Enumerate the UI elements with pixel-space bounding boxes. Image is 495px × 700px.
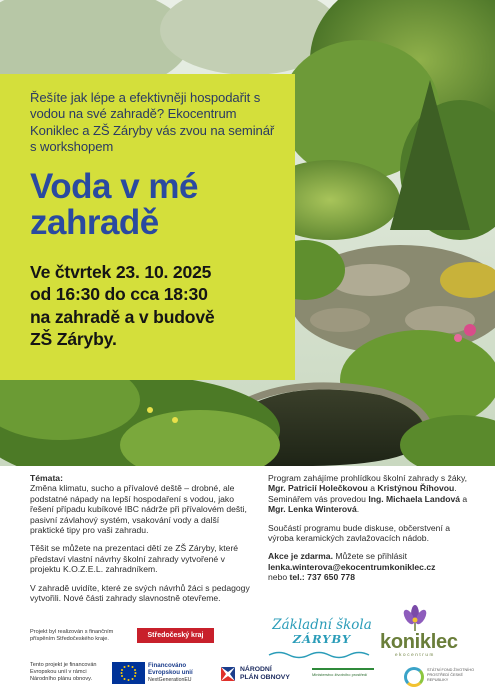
- phone-prefix: nebo: [268, 572, 290, 583]
- sfzp-logo-icon: [404, 667, 424, 687]
- title-line-2: zahradě: [30, 202, 159, 242]
- npo-logo-icon: [218, 664, 238, 684]
- period: .: [356, 504, 360, 515]
- npo-funding-note: Tento projekt je financován Evropskou unií v rámci Národního plánu obnovy.: [30, 662, 97, 682]
- mzp-logo-text: Ministerstvo životního prostředí: [312, 672, 368, 677]
- topics-heading: Témata:: [30, 473, 63, 483]
- regional-funding-note: Projekt byl realizován s finančním příspěním Středočeského kraje.: [30, 629, 114, 642]
- guide-name-1: Mgr. Patricií Holečkovou: [268, 483, 368, 494]
- koniklec-logo: [380, 604, 458, 658]
- event-title: [30, 166, 281, 242]
- eu-funding-logo-text: [148, 662, 193, 684]
- intro-text: Řešíte jak lépe a efektivněji hospodařit s vodou na své zahradě? Ekocentrum Koniklec a ZŠ Záryby vás zvou na seminář s workshopem: [30, 90, 275, 155]
- conjunction-1: a: [367, 483, 378, 494]
- wave-icon: [267, 650, 377, 660]
- date-line: Ve čtvrtek 23. 10. 2025: [30, 261, 212, 282]
- lecturer-name-2: Mgr. Lenka Winterová: [268, 504, 357, 515]
- zs-logo-line-1: Základní škola: [272, 617, 372, 633]
- eu-line-2: Evropskou unií: [148, 669, 193, 677]
- time-line: od 16:30 do cca 18:30: [30, 284, 208, 305]
- registration-note: Můžete se přihlásit: [332, 551, 408, 562]
- topics-column: [30, 473, 252, 611]
- mzp-logo-bar: [312, 668, 374, 670]
- registration-paragraph: [268, 551, 473, 582]
- garden-paragraph: V zahradě uvidíte, které ze svých návrhů žáci s pedagogy vytvořili. Nové části zahrady slavnostně otevřeme.: [30, 582, 250, 604]
- zs-zaryby-logo: [264, 618, 380, 664]
- npo-line-2: PLÁN OBNOVY: [240, 673, 290, 681]
- event-info-panel: [0, 74, 295, 380]
- contact-phone[interactable]: tel.: 737 650 778: [289, 572, 355, 583]
- zs-logo-line-2: ZÁRYBY: [292, 632, 352, 646]
- presentation-paragraph: Těšit se můžete na prezentaci dětí ze ZŠ Záryby, které představí vlastní návrhy školní zahrady vytvořené v projektu K.O.Z.E.L. zahradníkem.: [30, 543, 239, 575]
- npo-line-1: NÁRODNÍ: [240, 666, 272, 673]
- koniklec-subtitle: ekocentrum: [394, 652, 435, 657]
- place-line-2: ZŠ Záryby.: [30, 329, 117, 350]
- topics-paragraph: Změna klimatu, sucho a přívalové deště – drobné, ale podstatné nápady na lepší hospodaření s vodou, jako řešení případu kubíkové IBC nádrže při přívalovém dešti, pasivní závlahový systém, vsakování vody a další praktické tipy pro vaši zahradu.: [30, 483, 247, 536]
- program-column: [268, 473, 473, 591]
- eu-line-3: NextGenerationEU: [148, 676, 192, 683]
- lecturer-name-1: Ing. Michaela Landová: [368, 493, 460, 504]
- sfzp-logo-text: STÁTNÍ FOND ŽIVOTNÍHO PROSTŘEDÍ ČESKÉ REPUBLIKY: [427, 668, 475, 682]
- eu-line-1: Financováno: [148, 662, 187, 669]
- contact-email-link[interactable]: lenka.winterova@ekocentrumkoniklec.cz: [268, 561, 436, 572]
- place-line-1: na zahradě a v budově: [30, 306, 215, 327]
- eu-stars-icon: [112, 662, 145, 684]
- pasqueflower-icon: [400, 604, 430, 632]
- npo-logo-text: [240, 666, 290, 681]
- program-paragraph: [268, 473, 473, 515]
- free-event-note: Akce je zdarma.: [268, 551, 333, 562]
- seminar-text: . Seminářem vás provedou: [268, 483, 457, 504]
- title-line-1: Voda v mé: [30, 166, 198, 206]
- koniklec-wordmark: koniklec: [380, 631, 458, 653]
- event-date-place: [30, 261, 281, 351]
- stredocesky-kraj-logo: Středočeský kraj: [137, 628, 214, 643]
- program-extras-paragraph: Součástí programu bude diskuse, občerstvení a výroba keramických zavlažovacích nádob.: [268, 522, 451, 544]
- guide-name-2: Kristýnou Říhovou: [377, 483, 455, 494]
- program-intro: Program zahájíme prohlídkou školní zahrady s žáky,: [268, 473, 468, 483]
- conjunction-2: a: [460, 493, 468, 504]
- eu-flag-icon: [112, 662, 145, 684]
